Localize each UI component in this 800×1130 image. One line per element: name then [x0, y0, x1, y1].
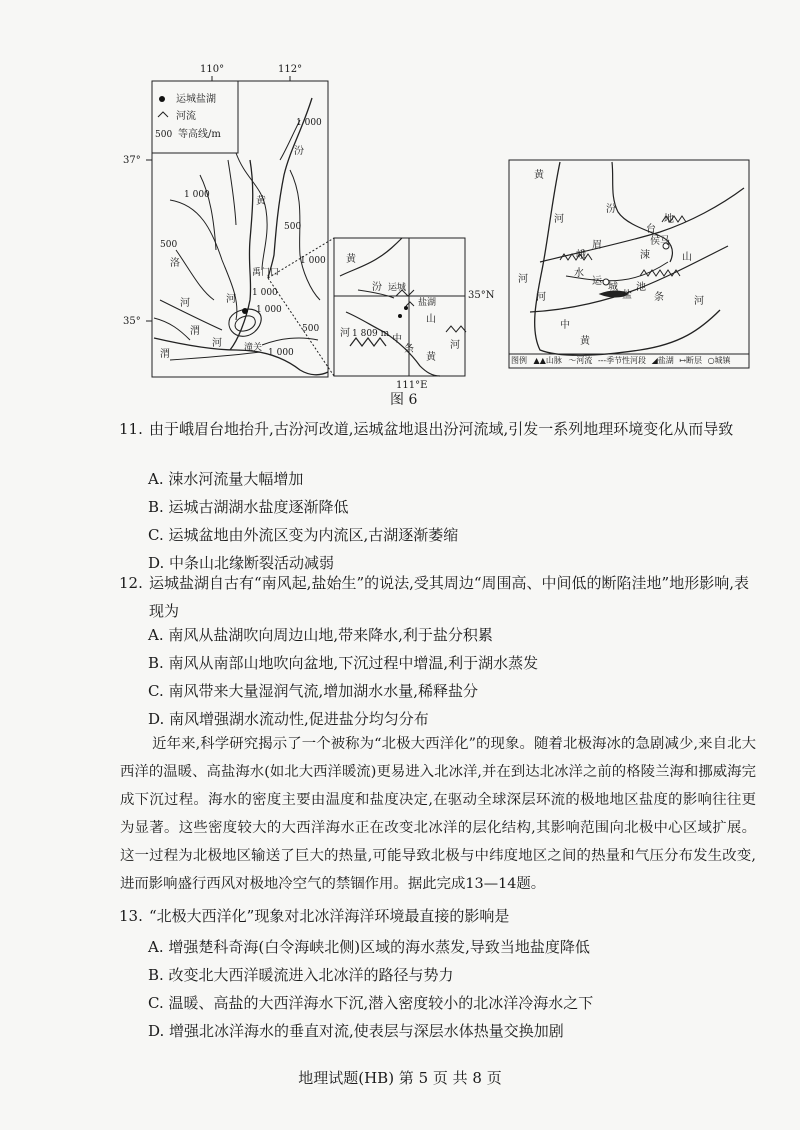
- inset-lat-label: 35°N: [468, 290, 495, 301]
- legend-item: 盐湖: [657, 356, 674, 365]
- right-label: 地: [664, 214, 674, 225]
- inset-label: 条: [404, 344, 414, 355]
- lon-label-110: 110°: [200, 64, 225, 75]
- contour-label: 500: [302, 324, 320, 334]
- question-number: 13.: [119, 907, 143, 925]
- option-b: B. 改变北大西洋暖流进入北冰洋的路径与势力: [148, 966, 454, 984]
- question-stem: “北极大西洋化”现象对北冰洋海洋环境最直接的影响是: [149, 907, 510, 925]
- option-d: D. 增强北冰洋海水的垂直对流,使表层与深层水体热量交换加剧: [148, 1022, 564, 1040]
- right-label: 黄: [580, 336, 590, 347]
- legend-item: 山脉: [545, 356, 562, 365]
- inset-label: 1 809 m: [352, 329, 390, 339]
- question-number: 12.: [119, 574, 143, 592]
- river-icon: ～: [568, 356, 577, 365]
- right-label: 中: [560, 320, 570, 331]
- place-yumenkou: 禹门口: [252, 268, 280, 278]
- inset-label: 河: [340, 328, 350, 339]
- inset-label: 运城: [388, 283, 407, 293]
- inset-label: 黄: [426, 352, 436, 363]
- contour-label: 500: [284, 222, 302, 232]
- right-label: 盐: [622, 290, 632, 301]
- town-icon: ○: [707, 356, 715, 365]
- contour-label: 500: [160, 240, 178, 250]
- legend-item: 季节性河段: [606, 356, 647, 365]
- legend-river: 河流: [176, 111, 196, 122]
- contour-label: 1 000: [296, 118, 322, 128]
- option-b: B. 运城古湖湖水盐度逐渐降低: [148, 498, 349, 516]
- contour-label: 1 000: [268, 348, 294, 358]
- contour-label: 1 000: [300, 256, 326, 266]
- inset-lon-label: 111°E: [396, 380, 428, 391]
- contour-label: 1 000: [184, 190, 210, 200]
- passage-text: 近年来,科学研究揭示了一个被称为“北极大西洋化”的现象。随着北极海冰的急剧减少,来自北大西洋的温暖、高盐海水(如北大西洋暖流)更易进入北冰洋,并在到达北冰洋之前的格陵兰海和挪威海完成下沉过程。海水的密度主要由温度和盐度决定,在驱动全球深层环流的极地地区盐度的影响往往更为显著。这些密度较大的大西洋海水正在改变北冰洋的层化结构,其影响范围向北极中心区域扩展。这一过程为北极地区输送了巨大的热量,可能导致北极与中纬度地区之间的热量和气压分布发生改变,进而影响盛行西风对极地冷空气的禁锢作用。据此完成13—14题。: [120, 736, 756, 892]
- option-d: D. 南风增强湖水流动性,促进盐分均匀分布: [148, 710, 429, 728]
- right-label: 黄: [534, 170, 544, 181]
- river-label: 河: [226, 294, 236, 305]
- option-c: C. 南风带来大量湿润气流,增加湖水水量,稀释盐分: [148, 682, 479, 700]
- legend-contour: 等高线/m: [178, 129, 221, 140]
- right-label: 河: [554, 214, 564, 225]
- river-label: 河: [212, 338, 222, 349]
- legend-contour-sample: 500: [155, 130, 173, 140]
- legend-item: 河流: [576, 356, 593, 365]
- contour-label: 1 000: [256, 305, 282, 315]
- right-label: 河: [518, 274, 528, 285]
- question-stem: 运城盐湖自古有“南风起,盐始生”的说法,受其周边“周围高、中间低的断陷洼地”地形影响,表现为: [149, 574, 749, 620]
- inset-label: 盐湖: [418, 298, 437, 308]
- right-label: 眉: [592, 240, 602, 251]
- right-label: 河: [536, 292, 546, 303]
- option-a: A. 南风从盐湖吹向周边山地,带来降水,利于盐分积累: [148, 626, 493, 644]
- river-label: 汾: [294, 146, 304, 157]
- salt-lake-icon: ◢: [651, 356, 658, 365]
- right-label: 山: [682, 252, 692, 263]
- lat-label-37: 37°: [123, 155, 141, 166]
- option-c: C. 温暖、高盐的大西洋海水下沉,潜入密度较小的北冰洋冷海水之下: [148, 994, 594, 1012]
- river-label: 渭: [190, 326, 200, 337]
- right-label: 城: [608, 282, 618, 293]
- reading-passage: [120, 730, 756, 898]
- legend-title: 图例: [511, 356, 527, 365]
- question-number: 11.: [119, 420, 143, 438]
- lat-label-35: 35°: [123, 316, 141, 327]
- river-label: 洛: [170, 258, 180, 269]
- right-label: 条: [654, 292, 664, 303]
- option-d: D. 中条山北缘断裂活动减弱: [148, 554, 335, 572]
- legend-salt-lake: 运城盐湖: [176, 94, 216, 105]
- right-label: 池: [636, 282, 646, 293]
- map-right-drawing: [0, 0, 800, 400]
- river-label: 黄: [256, 196, 266, 207]
- option-a: A. 增强楚科奇海(白令海峡北侧)区域的海水蒸发,导致当地盐度降低: [148, 938, 590, 956]
- question-11: [119, 415, 759, 443]
- option-a: A. 涑水河流量大幅增加: [148, 470, 304, 488]
- inset-label: 汾: [372, 282, 382, 293]
- mountain-icon: ▲▲: [533, 356, 546, 365]
- river-label: 渭: [160, 349, 170, 360]
- option-b: B. 南风从南部山地吹向盆地,下沉过程中增温,利于湖水蒸发: [148, 654, 539, 672]
- page-footer: 地理试题(HB) 第 5 页 共 8 页: [298, 1069, 502, 1087]
- inset-label: 山: [426, 314, 436, 325]
- option-c: C. 运城盆地由外流区变为内流区,古湖逐渐萎缩: [148, 526, 459, 544]
- right-label: 台: [646, 224, 656, 235]
- map-right-frame: [509, 160, 749, 368]
- place-tongguan: 潼关: [244, 343, 263, 353]
- right-label: 涑: [640, 250, 650, 261]
- contour-label: 1 000: [252, 288, 278, 298]
- legend-item: 断层: [686, 356, 703, 365]
- question-stem: 由于峨眉台地抬升,古汾河改道,运城盆地退出汾河流域,引发一系列地理环境变化从而导致: [149, 420, 734, 438]
- right-label: 河: [694, 296, 704, 307]
- right-label: 运: [592, 276, 602, 287]
- lon-label-112: 112°: [278, 64, 303, 75]
- inset-label: 黄: [346, 254, 356, 265]
- map-right-legend: [511, 356, 747, 366]
- right-label: 汾: [606, 204, 616, 215]
- right-label: 水: [574, 268, 584, 279]
- right-label: 峨: [576, 250, 586, 261]
- figure-caption: 图 6: [390, 392, 418, 408]
- inset-label: 中: [392, 334, 402, 345]
- legend-item: 城镇: [714, 356, 731, 365]
- seasonal-river-icon: ---: [597, 356, 607, 365]
- inset-label: 河: [450, 340, 460, 351]
- question-13: [119, 902, 759, 930]
- river-label: 河: [180, 298, 190, 309]
- fault-icon: ↦: [679, 356, 687, 365]
- right-label: 侯马: [650, 236, 670, 247]
- question-12: [119, 569, 759, 625]
